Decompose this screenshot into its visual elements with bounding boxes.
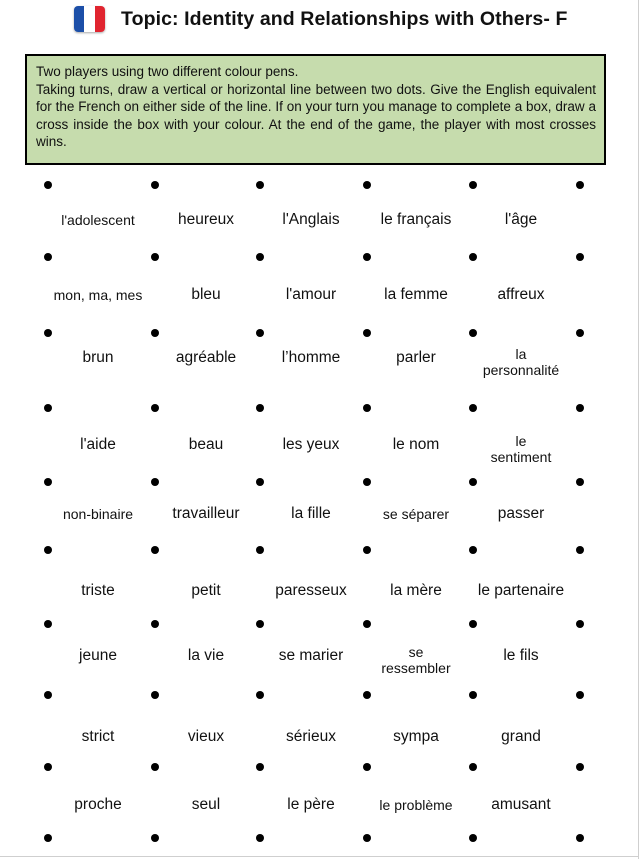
grid-dot[interactable] [256,404,264,412]
grid-dot[interactable] [469,691,477,699]
grid-dot[interactable] [256,478,264,486]
grid-word: l'amour [285,286,337,303]
grid-dot[interactable] [151,329,159,337]
grid-dot[interactable] [256,546,264,554]
grid-dot[interactable] [44,763,52,771]
grid-dot[interactable] [469,181,477,189]
grid-dot[interactable] [576,329,584,337]
grid-dot[interactable] [151,404,159,412]
grid-dot[interactable] [256,620,264,628]
grid-dot[interactable] [469,253,477,261]
grid-dot[interactable] [576,691,584,699]
grid-word: paresseux [275,582,347,599]
grid-dot[interactable] [44,620,52,628]
grid-dot[interactable] [363,404,371,412]
grid-word: mon, ma, mes [53,287,143,303]
grid-word: parler [396,349,436,366]
page-bottom-line [0,856,639,857]
grid-dot[interactable] [363,763,371,771]
instructions-line-1: Two players using two different colour pens. [36,64,299,79]
grid-dot[interactable] [469,546,477,554]
grid-word: seul [191,796,221,813]
instructions-line-2: Taking turns, draw a vertical or horizontal line between two dots. Give the English equivalent for the French on either side of the line. If on your turn you manage to complete a box, draw a cross inside the box with your colour. At the end of the game, the player with most crosses wins. [36,81,596,149]
grid-dot[interactable] [576,181,584,189]
grid-dot[interactable] [576,546,584,554]
grid-dot[interactable] [469,763,477,771]
grid-word: le problème [379,797,453,813]
flag-stripe-white [84,6,94,32]
grid-word: brun [82,349,114,366]
grid-word: la personnalité [482,346,560,378]
grid-dot[interactable] [256,834,264,842]
grid-word: sérieux [286,728,336,745]
flag-stripe-red [95,6,105,32]
grid-word: la fille [291,505,331,522]
grid-word: triste [81,582,115,599]
grid-word: l'Anglais [282,211,340,228]
grid-word: le nom [392,436,440,453]
grid-dot[interactable] [151,181,159,189]
grid-dot[interactable] [363,253,371,261]
grid-word: proche [74,796,122,813]
grid-word: vieux [187,728,225,745]
grid-word: l’homme [281,349,341,366]
page-title: Topic: Identity and Relationships with Others- F [121,8,568,30]
grid-dot[interactable] [44,834,52,842]
grid-dot[interactable] [363,546,371,554]
grid-dot[interactable] [363,620,371,628]
grid-word: strict [81,728,115,745]
instructions-box [25,54,606,165]
grid-dot[interactable] [363,691,371,699]
french-flag-icon [74,6,105,32]
grid-word: grand [501,728,541,745]
grid-dot[interactable] [44,404,52,412]
grid-word: beau [188,436,224,453]
grid-dot[interactable] [44,478,52,486]
grid-word: sympa [393,728,439,745]
grid-dot[interactable] [256,329,264,337]
grid-word: l'aide [80,436,116,453]
grid-word: se ressembler [381,644,451,676]
grid-dot[interactable] [363,329,371,337]
grid-word: la femme [384,286,448,303]
grid-word: la vie [187,647,225,664]
grid-dot[interactable] [44,329,52,337]
grid-word: travailleur [172,505,240,522]
grid-word: passer [497,505,545,522]
grid-dot[interactable] [151,253,159,261]
grid-dot[interactable] [151,546,159,554]
grid-word: le fils [503,647,539,664]
grid-dot[interactable] [151,834,159,842]
grid-dot[interactable] [44,181,52,189]
grid-word: le partenaire [477,582,565,599]
grid-word: les yeux [282,436,340,453]
grid-dot[interactable] [576,763,584,771]
grid-dot[interactable] [256,691,264,699]
grid-word: heureux [177,211,234,228]
grid-word: le père [287,796,335,813]
grid-dot[interactable] [256,181,264,189]
grid-dot[interactable] [469,404,477,412]
grid-word: se marier [278,647,344,664]
grid-word: l'âge [504,211,538,228]
grid-dot[interactable] [151,478,159,486]
grid-word: la mère [390,582,442,599]
grid-dot[interactable] [44,691,52,699]
page-edge-line [638,0,639,859]
grid-dot[interactable] [44,546,52,554]
grid-dot[interactable] [469,329,477,337]
grid-dot[interactable] [469,620,477,628]
grid-word: le français [380,211,452,228]
grid-dot[interactable] [363,834,371,842]
grid-dot[interactable] [576,620,584,628]
grid-dot[interactable] [576,834,584,842]
grid-dot[interactable] [151,691,159,699]
grid-dot[interactable] [469,478,477,486]
grid-word: se séparer [382,506,450,522]
grid-word: bleu [191,286,221,303]
grid-dot[interactable] [363,478,371,486]
grid-dot[interactable] [363,181,371,189]
grid-word: jeune [79,647,117,664]
grid-word: le sentiment [490,433,552,465]
grid-dot[interactable] [256,763,264,771]
grid-word: non-binaire [62,506,134,522]
flag-stripe-blue [74,6,84,32]
grid-dot[interactable] [469,834,477,842]
grid-dot[interactable] [256,253,264,261]
grid-word: amusant [491,796,551,813]
grid-dot[interactable] [576,478,584,486]
grid-dot[interactable] [576,404,584,412]
grid-dot[interactable] [44,253,52,261]
grid-dot[interactable] [151,763,159,771]
grid-dot[interactable] [151,620,159,628]
grid-word: l'adolescent [61,212,135,228]
grid-word: agréable [175,349,237,366]
grid-dot[interactable] [576,253,584,261]
grid-word: affreux [497,286,545,303]
grid-word: petit [191,582,221,599]
